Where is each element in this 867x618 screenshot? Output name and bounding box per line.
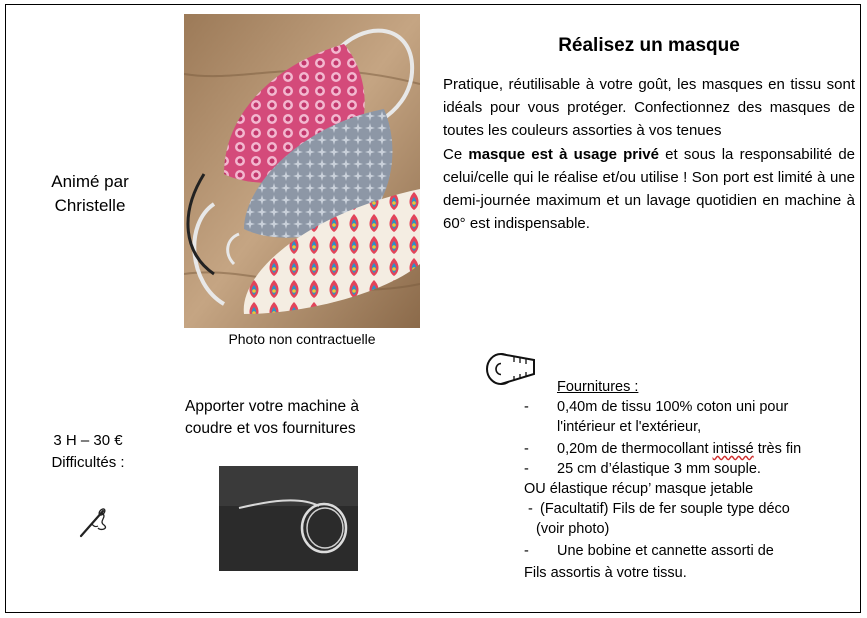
list-item xyxy=(524,499,856,539)
supply-wire-line-1: (Facultatif) Fils de fer souple type déco xyxy=(540,501,790,517)
supply-interfacing-post: très fin xyxy=(753,441,802,457)
masks-photo xyxy=(184,14,420,328)
needle-thread-icon xyxy=(78,505,110,539)
description-prefix: Ce xyxy=(443,145,469,163)
bring-machine-note xyxy=(185,396,415,440)
supply-bobbin-line-2: Fils assortis à votre tissu. xyxy=(524,565,687,581)
bring-machine-line-1: Apporter votre machine à xyxy=(185,398,360,415)
description-rest: et sous la responsabilité de celui/celle qui le réalise et/ou utilise ! Son port est limité à une demi-journée maximum et un lavage quotidien en machine à 60° est indispensable. xyxy=(443,145,856,233)
duration-price-text: 3 H – 30 € xyxy=(53,432,123,449)
duration-price xyxy=(28,430,148,474)
animator-line-1: Animé par xyxy=(51,172,129,191)
supplies-heading: Fournitures : xyxy=(557,379,639,395)
list-dash: - xyxy=(524,543,529,559)
supply-interfacing xyxy=(557,439,856,459)
list-dash: - xyxy=(528,501,533,517)
list-item xyxy=(524,459,856,479)
difficulty-label: Difficultés : xyxy=(51,454,125,471)
list-dash: - xyxy=(524,441,529,457)
supply-interfacing-pre: 0,20m de thermocollant xyxy=(557,441,713,457)
supplies-list xyxy=(524,377,856,583)
supply-alternative: OU élastique récup’ masque jetable xyxy=(524,481,754,497)
supply-fabric xyxy=(557,397,856,437)
photo-caption: Photo non contractuelle xyxy=(228,331,376,347)
description-intro: Pratique, réutilisable à votre goût, les masques en tissu sont idéals pour vous protéger. Confectionnez des masques de toutes les couleurs assorties à vos tenues xyxy=(443,76,855,140)
list-dash: - xyxy=(524,461,529,477)
animator-label xyxy=(30,170,150,218)
bring-machine-line-2: coudre et vos fournitures xyxy=(185,420,356,437)
supply-wire xyxy=(536,499,856,539)
supply-fabric-line-2: l'intérieur et l'extérieur, xyxy=(557,419,702,435)
list-dash: - xyxy=(524,399,529,415)
supply-bobbin: Une bobine et cannette assorti de xyxy=(557,543,774,559)
page-title: Réalisez un masque xyxy=(558,35,740,56)
animator-name: Christelle xyxy=(54,196,126,215)
list-item xyxy=(524,439,856,459)
list-item xyxy=(524,397,856,437)
list-item xyxy=(524,541,856,561)
supply-interfacing-spellcheck: intissé xyxy=(712,441,754,457)
supply-fabric-line-1: 0,40m de tissu 100% coton uni pour xyxy=(557,399,789,415)
supply-elastic: 25 cm d’élastique 3 mm souple. xyxy=(557,461,761,477)
supply-wire-line-2: (voir photo) xyxy=(536,521,610,537)
wire-photo xyxy=(219,466,358,571)
private-use-emphasis: masque est à usage privé xyxy=(468,145,659,163)
description xyxy=(443,73,855,235)
